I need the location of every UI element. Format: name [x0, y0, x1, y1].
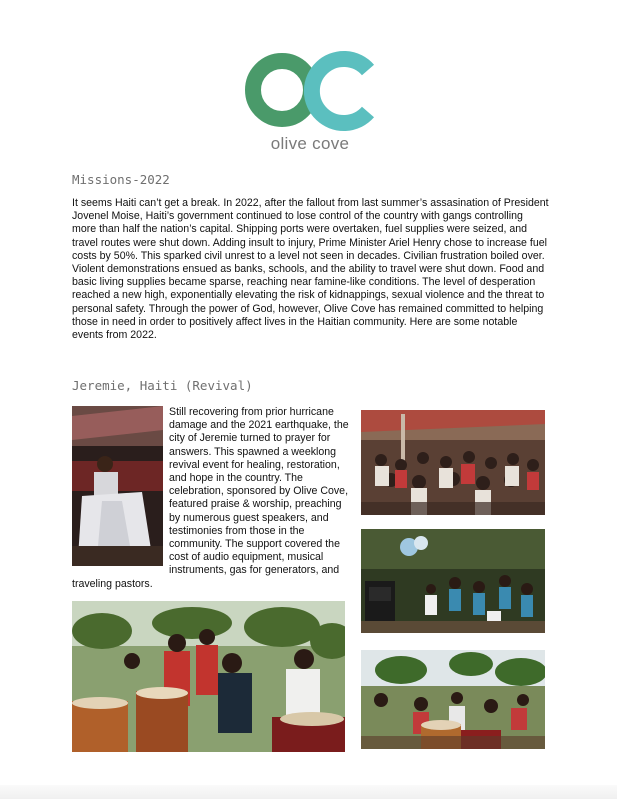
brand-name: olive cove — [270, 134, 350, 153]
section-title-missions: Missions-2022 — [72, 172, 170, 187]
missions-paragraph: It seems Haiti can’t get a break. In 2022, after the fallout from last summer’s assasination of President Jovenel Moise, Haiti’s government continued to lose control of the country with gangs controlling more than half the nation’s capital. Shipping ports were overtaken, fuel supplies were seized, and travel routes were shut down. Adding insult to injury, Prime Minister Ariel Henry chose to increase fuel costs by 50%. This sparked civil unrest to a level not seen in decades. Civilian frustration boiled over. Violent demonstrations ensued as banks, schools, and the ability to travel were shut down. Food and basic living supplies became sparse, reaching near famine-like conditions. The level of desperation reached a new high, exponentially elevating the risk of kidnappings, sexual violence and the threat to personal safety. Through the power of God, however, Olive Cove has remained committed to helping those in need in order to positively affect lives in the Haitian community. Here are some notable events from 2022. — [72, 197, 549, 342]
photo-children-dancing — [361, 529, 545, 633]
photo-drummers — [72, 601, 345, 752]
photo-revival-crowd — [361, 410, 545, 515]
page-bottom-edge — [0, 785, 617, 799]
photo-wrap-spacer — [72, 406, 169, 573]
jeremie-text: Still recovering from prior hurricane damage and the 2021 earthquake, the city of Jeremie turned to prayer for answers. This spawned a weeklong revival event for healing, restoration, and hope in the country. The celebration, sponsored by Olive Cove, featured praise & worship, preaching by numerous guest speakers, and testimonies from those in the community. The support covered the cost of audio equipment, musical instruments, gas for generators, and traveling pastors. — [72, 406, 349, 590]
photo-outdoor-band — [361, 650, 545, 749]
jeremie-paragraph — [72, 406, 349, 591]
section-title-jeremie: Jeremie, Haiti (Revival) — [72, 378, 253, 393]
